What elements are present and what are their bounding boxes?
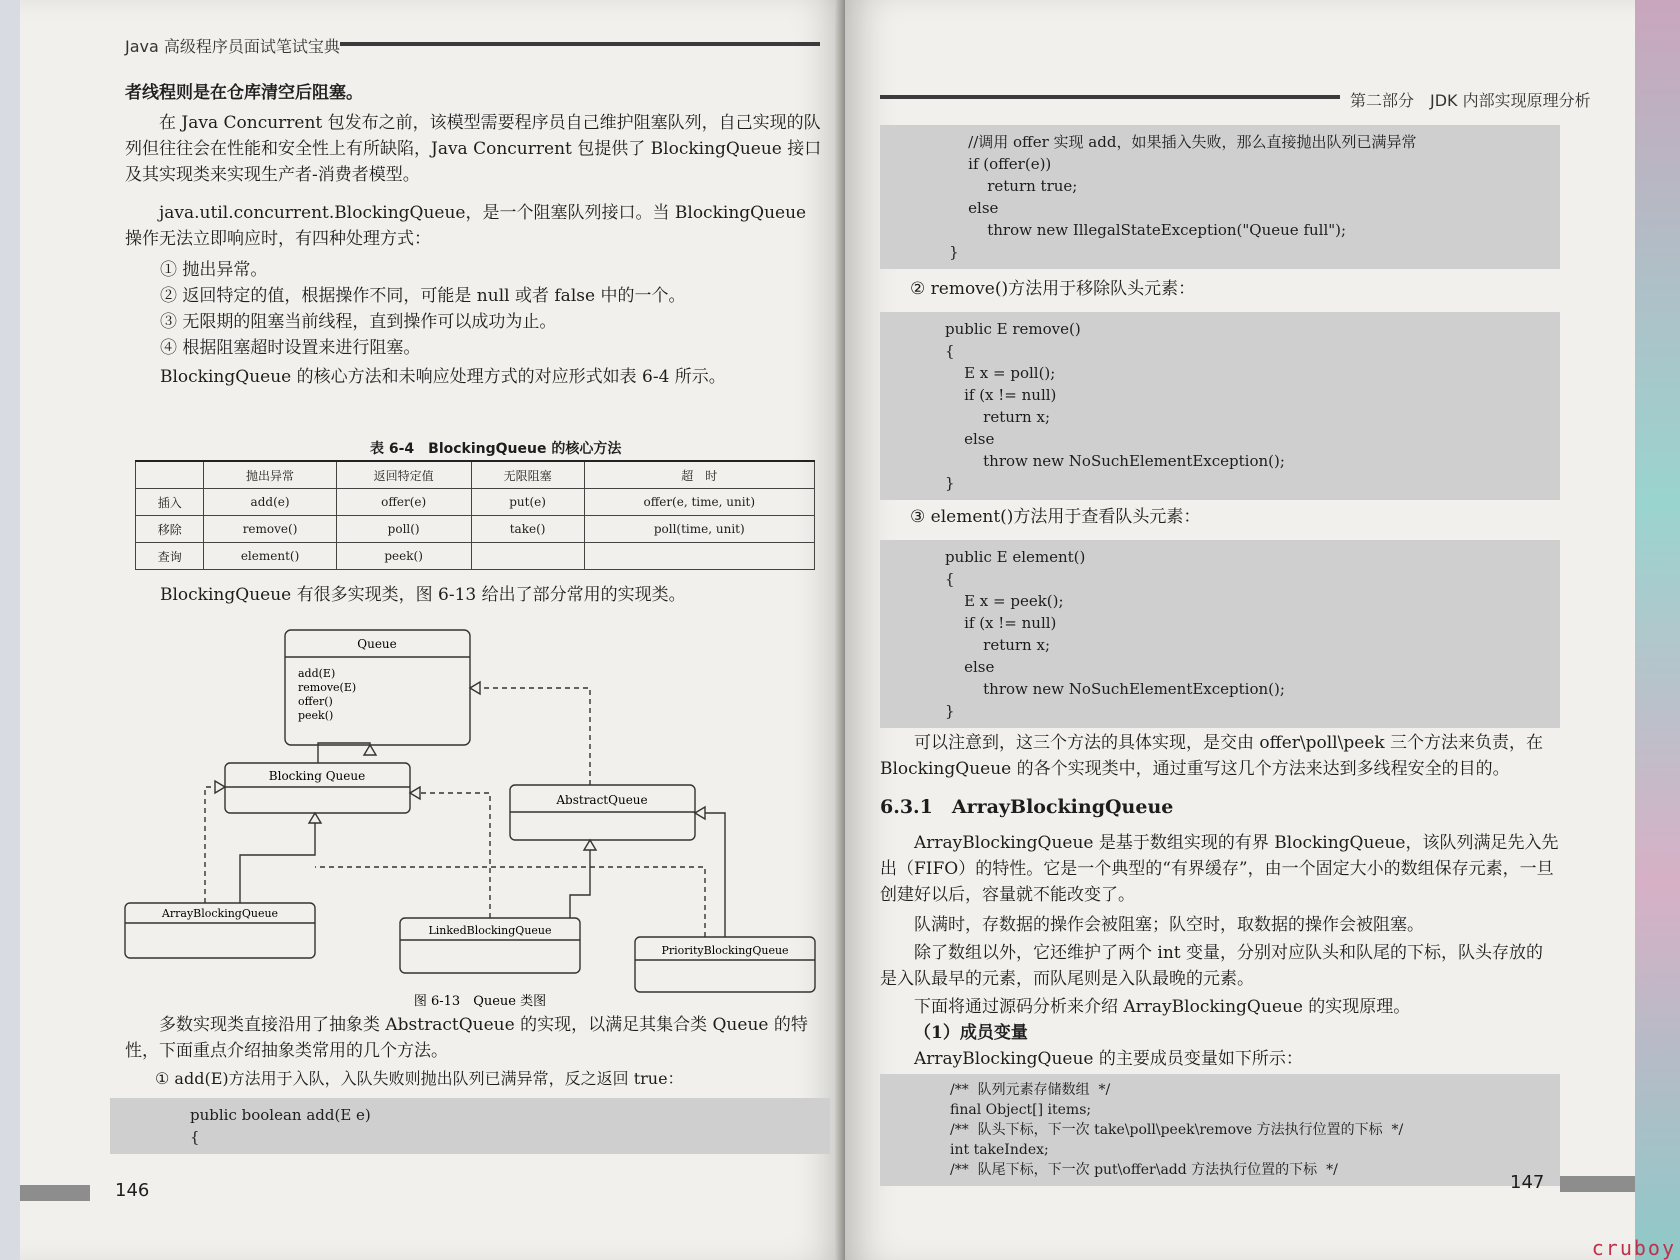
methods-table (135, 460, 815, 570)
list-item-3: ③ 无限期的阻塞当前线程，直到操作可以成功为止。 (160, 312, 557, 332)
code-line: final Object[] items; (950, 1102, 1092, 1118)
table-cell: add(e) (204, 489, 336, 516)
table-header-cell: 超 时 (584, 461, 814, 489)
section-heading: 6.3.1 ArrayBlockingQueue (880, 796, 1174, 818)
table-header-cell: 返回特定值 (336, 461, 471, 489)
item-element: ③ element()方法用于查看队头元素： (910, 507, 1201, 527)
code-line: if (offer(e)) (930, 155, 1052, 173)
code-line: if (x != null) (945, 386, 1057, 404)
table-cell: peek() (336, 543, 471, 570)
code-line: public E element() (945, 548, 1086, 566)
table-cell: offer(e) (336, 489, 471, 516)
code-line: else (945, 658, 995, 676)
table-header-cell: 抛出异常 (204, 461, 336, 489)
paragraph-r6: ArrayBlockingQueue 的主要成员变量如下所示： (914, 1049, 1303, 1069)
code-line: return true; (930, 177, 1078, 195)
subheading-members: （1）成员变量 (914, 1023, 1028, 1043)
queue-class-diagram (100, 615, 820, 1015)
blocking-queue-label: Blocking Queue (268, 769, 366, 783)
table-cell: 移除 (136, 516, 204, 543)
page-number-right: 147 (1510, 1172, 1545, 1193)
code-line: throw new NoSuchElementException(); (945, 452, 1285, 470)
running-head-right: 第二部分 JDK 内部实现原理分析 (1350, 91, 1591, 110)
paragraph-r2: ArrayBlockingQueue 是基于数组实现的有界 BlockingQueue，该队列满足先入先出（FIFO）的特性。它是一个典型的“有界缓存”，由一个固定大小的数组保存元素，一旦创建好以后，容量就不能改变了。 (880, 833, 1559, 905)
code-line: public E remove() (945, 320, 1081, 338)
paragraph-2: java.util.concurrent.BlockingQueue，是一个阻塞队列接口。当 BlockingQueue 操作无法立即响应时，有四种处理方式： (125, 203, 807, 249)
code-line: E x = peek(); (945, 592, 1064, 610)
table-cell: offer(e, time, unit) (584, 489, 814, 516)
paragraph-r5: 下面将通过源码分析来介绍 ArrayBlockingQueue 的实现原理。 (914, 997, 1411, 1017)
table-header-cell: 无限阻塞 (471, 461, 584, 489)
table-cell (471, 543, 584, 570)
table-header-row (136, 461, 815, 489)
code-line: public boolean add(E e) (190, 1106, 371, 1124)
header-rule-left (340, 42, 820, 46)
code-line: } (945, 702, 955, 720)
linked-bq-label: LinkedBlockingQueue (428, 924, 552, 937)
code-line: { (190, 1128, 200, 1146)
code-line: return x; (945, 636, 1050, 654)
array-bq-label: ArrayBlockingQueue (161, 907, 279, 920)
code-block-element (880, 540, 1560, 728)
code-line: else (945, 430, 995, 448)
table-cell: remove() (204, 516, 336, 543)
paragraph-1: 在 Java Concurrent 包发布之前，该模型需要程序员自己维护阻塞队列，自己实现的队列但往往会在性能和安全性上有所缺陷，Java Concurrent 包提供了 BlockingQueue 接口及其实现类来实现生产者-消费者模型。 (125, 113, 822, 185)
table-cell: put(e) (471, 489, 584, 516)
table-cell: poll() (336, 516, 471, 543)
code-line: /** 队头下标，下一次 take\poll\peek\remove 方法执行位置的下标 */ (950, 1122, 1404, 1138)
code-line: E x = poll(); (945, 364, 1056, 382)
code-line: throw new IllegalStateException("Queue full"); (930, 221, 1347, 239)
queue-method: peek() (298, 709, 334, 722)
code-line: } (945, 474, 955, 492)
code-block-add-cont (880, 125, 1560, 269)
code-block-remove (880, 312, 1560, 500)
table-cell: poll(time, unit) (584, 516, 814, 543)
item-add: ① add(E)方法用于入队，入队失败则抛出队列已满异常，反之返回 true： (155, 1069, 684, 1088)
code-line: } (930, 243, 959, 261)
queue-method: add(E) (298, 667, 336, 680)
code-line: int takeIndex; (950, 1142, 1049, 1158)
code-block-members (880, 1074, 1560, 1186)
code-line: { (945, 570, 955, 588)
diagram-caption: 图 6-13 Queue 类图 (413, 994, 547, 1009)
paragraph-5: 多数实现类直接沿用了抽象类 AbstractQueue 的实现，以满足其集合类 Queue 的特性，下面重点介绍抽象类常用的几个方法。 (125, 1015, 808, 1061)
table-row (136, 489, 815, 516)
code-block-add (110, 1098, 830, 1154)
table-header-cell (136, 461, 204, 489)
table-cell: element() (204, 543, 336, 570)
paragraph-r4: 除了数组以外，它还维护了两个 int 变量，分别对应队头和队尾的下标，队头存放的是入队最早的元素，而队尾则是入队最晚的元素。 (880, 943, 1544, 989)
queue-label: Queue (357, 637, 397, 651)
code-line: return x; (945, 408, 1050, 426)
paragraph-4: BlockingQueue 有很多实现类，图 6-13 给出了部分常用的实现类。 (160, 585, 686, 605)
list-item-1: ① 抛出异常。 (160, 260, 268, 280)
code-line: /** 队列元素存储数组 */ (950, 1082, 1111, 1098)
page-number-left: 146 (115, 1180, 150, 1201)
list-item-4: ④ 根据阻塞超时设置来进行阻塞。 (160, 338, 421, 358)
code-line: else (930, 199, 999, 217)
table-cell (584, 543, 814, 570)
page-number-bar-left (20, 1185, 90, 1201)
code-line: throw new NoSuchElementException(); (945, 680, 1285, 698)
code-line: //调用 offer 实现 add，如果插入失败，那么直接抛出队列已满异常 (930, 133, 1417, 151)
table-row (136, 516, 815, 543)
table-caption: 表 6-4 BlockingQueue 的核心方法 (370, 441, 622, 457)
paragraph-r1: 可以注意到，这三个方法的具体实现，是交由 offer\poll\peek 三个方法来负责，在 BlockingQueue 的各个实现类中，通过重写这几个方法来达到多线程安全的目的。 (880, 733, 1544, 779)
header-rule-right (880, 95, 1340, 99)
page-number-bar-right (1560, 1176, 1635, 1192)
left-page (20, 0, 845, 1260)
code-line: { (945, 342, 955, 360)
list-item-2: ② 返回特定的值，根据操作不同，可能是 null 或者 false 中的一个。 (160, 286, 686, 306)
queue-method: remove(E) (298, 681, 357, 694)
paragraph-3: BlockingQueue 的核心方法和未响应处理方式的对应形式如表 6-4 所示。 (160, 367, 726, 387)
table-cell: take() (471, 516, 584, 543)
queue-method: offer() (298, 695, 333, 708)
code-line: /** 队尾下标，下一次 put\offer\add 方法执行位置的下标 */ (950, 1162, 1338, 1178)
priority-bq-label: PriorityBlockingQueue (661, 944, 789, 957)
right-page (845, 0, 1635, 1260)
paragraph-r3: 队满时，存数据的操作会被阻塞；队空时，取数据的操作会被阻塞。 (914, 915, 1424, 935)
item-remove: ② remove()方法用于移除队头元素： (910, 279, 1196, 299)
watermark: cruboy (1591, 1236, 1676, 1260)
table-cell: 查询 (136, 543, 204, 570)
paragraph-top: 者线程则是在仓库清空后阻塞。 (125, 83, 363, 103)
running-head-left: Java 高级程序员面试笔试宝典 (125, 37, 340, 56)
table-row (136, 543, 815, 570)
table-cell: 插入 (136, 489, 204, 516)
code-line: if (x != null) (945, 614, 1057, 632)
abstract-queue-label: AbstractQueue (556, 793, 648, 807)
